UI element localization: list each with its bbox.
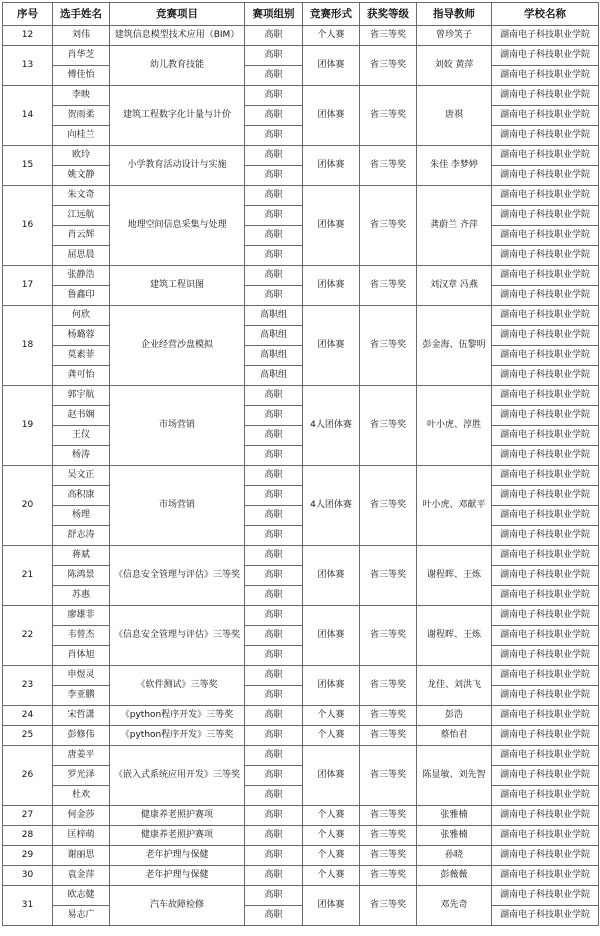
- cell-level: 高职: [245, 826, 303, 846]
- table-row: [3, 126, 599, 146]
- cell-level: 高职组: [245, 306, 303, 326]
- cell-level: 高职: [245, 546, 303, 566]
- cell-school: 湖南电子科技职业学院: [492, 366, 599, 386]
- cell-school: 湖南电子科技职业学院: [492, 686, 599, 706]
- cell-level: 高职: [245, 146, 303, 166]
- cell-name: 申煜灵: [53, 666, 110, 686]
- cell-level: 高职组: [245, 326, 303, 346]
- table-row: [3, 86, 599, 106]
- cell-no: 24: [3, 706, 53, 726]
- cell-name: 贺雨柔: [53, 106, 110, 126]
- cell-level: 高职: [245, 526, 303, 546]
- cell-form: 团体赛: [303, 186, 360, 266]
- cell-level: 高职: [245, 586, 303, 606]
- cell-name: 江远航: [53, 206, 110, 226]
- cell-level: 高职: [245, 46, 303, 66]
- table-body: [3, 26, 599, 926]
- table-row: [3, 306, 599, 326]
- table-row: [3, 466, 599, 486]
- cell-no: 17: [3, 266, 53, 306]
- header-name: 选手姓名: [53, 3, 110, 26]
- cell-no: 15: [3, 146, 53, 186]
- cell-teachers: 龚蔚兰 齐萍: [417, 186, 492, 266]
- cell-name: 姚文静: [53, 166, 110, 186]
- cell-level: 高职: [245, 746, 303, 766]
- table-row: [3, 786, 599, 806]
- cell-no: 21: [3, 546, 53, 606]
- cell-name: 张静浩: [53, 266, 110, 286]
- cell-school: 湖南电子科技职业学院: [492, 866, 599, 886]
- cell-level: 高职: [245, 166, 303, 186]
- cell-level: 高职: [245, 686, 303, 706]
- cell-no: 19: [3, 386, 53, 466]
- cell-award: 省三等奖: [360, 86, 417, 146]
- cell-level: 高职: [245, 26, 303, 46]
- cell-no: 30: [3, 866, 53, 886]
- cell-school: 湖南电子科技职业学院: [492, 106, 599, 126]
- cell-level: 高职组: [245, 366, 303, 386]
- cell-school: 湖南电子科技职业学院: [492, 666, 599, 686]
- cell-form: 个人赛: [303, 706, 360, 726]
- cell-form: 团体赛: [303, 746, 360, 806]
- cell-school: 湖南电子科技职业学院: [492, 186, 599, 206]
- cell-name: 屈思晨: [53, 246, 110, 266]
- cell-name: 陈鸿景: [53, 566, 110, 586]
- cell-school: 湖南电子科技职业学院: [492, 646, 599, 666]
- cell-name: 朱文奇: [53, 186, 110, 206]
- table-row: [3, 766, 599, 786]
- cell-school: 湖南电子科技职业学院: [492, 326, 599, 346]
- cell-level: 高职: [245, 806, 303, 826]
- cell-form: 团体赛: [303, 46, 360, 86]
- cell-name: 彭修伟: [53, 726, 110, 746]
- cell-award: 省三等奖: [360, 746, 417, 806]
- table-row: [3, 886, 599, 906]
- cell-award: 省三等奖: [360, 46, 417, 86]
- table-row: [3, 426, 599, 446]
- table-row: [3, 106, 599, 126]
- cell-award: 省三等奖: [360, 546, 417, 606]
- cell-project: 建筑工程识图: [110, 266, 245, 306]
- table-row: [3, 706, 599, 726]
- cell-level: 高职: [245, 126, 303, 146]
- cell-teachers: 孙晓: [417, 846, 492, 866]
- cell-no: 31: [3, 886, 53, 926]
- cell-level: 高职: [245, 666, 303, 686]
- cell-level: 高职: [245, 646, 303, 666]
- cell-name: 龚可怡: [53, 366, 110, 386]
- cell-level: 高职: [245, 106, 303, 126]
- table-row: [3, 546, 599, 566]
- cell-project: 《python程序开发》三等奖: [110, 726, 245, 746]
- header-teachers: 指导教师: [417, 3, 492, 26]
- table-row: [3, 866, 599, 886]
- cell-name: 杨璐蓉: [53, 326, 110, 346]
- cell-school: 湖南电子科技职业学院: [492, 846, 599, 866]
- header-project: 竞赛项目: [110, 3, 245, 26]
- cell-award: 省三等奖: [360, 706, 417, 726]
- cell-no: 23: [3, 666, 53, 706]
- cell-no: 14: [3, 86, 53, 146]
- cell-school: 湖南电子科技职业学院: [492, 406, 599, 426]
- table-row: [3, 486, 599, 506]
- cell-award: 省三等奖: [360, 186, 417, 266]
- cell-name: 宋哲潇: [53, 706, 110, 726]
- cell-level: 高职: [245, 386, 303, 406]
- cell-level: 高职: [245, 846, 303, 866]
- cell-school: 湖南电子科技职业学院: [492, 26, 599, 46]
- cell-name: 肖云辉: [53, 226, 110, 246]
- cell-teachers: 朱佳 李梦婷: [417, 146, 492, 186]
- table-row: [3, 26, 599, 46]
- table-row: [3, 46, 599, 66]
- cell-award: 省三等奖: [360, 826, 417, 846]
- table-row: [3, 586, 599, 606]
- cell-school: 湖南电子科技职业学院: [492, 606, 599, 626]
- cell-no: 28: [3, 826, 53, 846]
- cell-project: 市场营销: [110, 386, 245, 466]
- cell-project: 地理空间信息采集与处理: [110, 186, 245, 266]
- cell-teachers: 谢程晖、王炼: [417, 546, 492, 606]
- cell-name: 欧玲: [53, 146, 110, 166]
- cell-name: 肖体旭: [53, 646, 110, 666]
- cell-school: 湖南电子科技职业学院: [492, 126, 599, 146]
- cell-teachers: 彭浩: [417, 706, 492, 726]
- cell-name: 谢丽思: [53, 846, 110, 866]
- table-row: [3, 186, 599, 206]
- cell-project: 健康养老照护赛项: [110, 806, 245, 826]
- cell-name: 鲁鑫印: [53, 286, 110, 306]
- table-row: [3, 526, 599, 546]
- cell-school: 湖南电子科技职业学院: [492, 346, 599, 366]
- cell-level: 高职: [245, 726, 303, 746]
- cell-form: 团体赛: [303, 146, 360, 186]
- cell-level: 高职: [245, 66, 303, 86]
- cell-teachers: 彭金海、伍黎明: [417, 306, 492, 386]
- cell-project: 市场营销: [110, 466, 245, 546]
- cell-level: 高职: [245, 246, 303, 266]
- cell-award: 省三等奖: [360, 846, 417, 866]
- cell-level: 高职: [245, 186, 303, 206]
- table-row: [3, 626, 599, 646]
- cell-level: 高职: [245, 486, 303, 506]
- cell-teachers: 刘姣 黄萍: [417, 46, 492, 86]
- cell-level: 高职: [245, 206, 303, 226]
- cell-school: 湖南电子科技职业学院: [492, 786, 599, 806]
- cell-level: 高职: [245, 706, 303, 726]
- cell-award: 省三等奖: [360, 606, 417, 666]
- cell-teachers: 刘汉章 冯燕: [417, 266, 492, 306]
- cell-project: 建筑工程数字化计量与计价: [110, 86, 245, 146]
- cell-teachers: 张雅楠: [417, 806, 492, 826]
- table-row: [3, 506, 599, 526]
- cell-level: 高职: [245, 426, 303, 446]
- cell-school: 湖南电子科技职业学院: [492, 166, 599, 186]
- cell-project: 幼儿教育技能: [110, 46, 245, 86]
- cell-school: 湖南电子科技职业学院: [492, 626, 599, 646]
- cell-level: 高职: [245, 406, 303, 426]
- table-row: [3, 686, 599, 706]
- cell-project: 老年护理与保健: [110, 846, 245, 866]
- cell-name: 傅佳怡: [53, 66, 110, 86]
- cell-level: 高职: [245, 606, 303, 626]
- cell-name: 杨理: [53, 506, 110, 526]
- cell-level: 高职: [245, 626, 303, 646]
- cell-no: 29: [3, 846, 53, 866]
- cell-form: 团体赛: [303, 546, 360, 606]
- table-row: [3, 346, 599, 366]
- table-row: [3, 446, 599, 466]
- cell-teachers: 谢程晖、王炼: [417, 606, 492, 666]
- cell-teachers: 叶小虎、淳胜: [417, 386, 492, 466]
- cell-school: 湖南电子科技职业学院: [492, 506, 599, 526]
- cell-award: 省三等奖: [360, 866, 417, 886]
- cell-school: 湖南电子科技职业学院: [492, 146, 599, 166]
- table-row: [3, 266, 599, 286]
- cell-school: 湖南电子科技职业学院: [492, 286, 599, 306]
- cell-school: 湖南电子科技职业学院: [492, 86, 599, 106]
- cell-school: 湖南电子科技职业学院: [492, 246, 599, 266]
- cell-award: 省三等奖: [360, 886, 417, 926]
- cell-level: 高职: [245, 786, 303, 806]
- cell-form: 个人赛: [303, 826, 360, 846]
- table-row: [3, 246, 599, 266]
- cell-school: 湖南电子科技职业学院: [492, 906, 599, 926]
- cell-name: 郭宇航: [53, 386, 110, 406]
- cell-level: 高职: [245, 226, 303, 246]
- table-row: [3, 206, 599, 226]
- cell-award: 省三等奖: [360, 146, 417, 186]
- table-row: [3, 906, 599, 926]
- cell-level: 高职: [245, 766, 303, 786]
- table-row: [3, 366, 599, 386]
- cell-form: 个人赛: [303, 846, 360, 866]
- table-row: [3, 846, 599, 866]
- table-row: [3, 286, 599, 306]
- cell-school: 湖南电子科技职业学院: [492, 66, 599, 86]
- cell-form: 个人赛: [303, 726, 360, 746]
- cell-form: 团体赛: [303, 666, 360, 706]
- header-no: 序号: [3, 3, 53, 26]
- cell-no: 22: [3, 606, 53, 666]
- cell-level: 高职: [245, 266, 303, 286]
- cell-name: 唐姜平: [53, 746, 110, 766]
- cell-name: 吴文正: [53, 466, 110, 486]
- cell-school: 湖南电子科技职业学院: [492, 886, 599, 906]
- table-row: [3, 326, 599, 346]
- award-table: [2, 2, 599, 926]
- cell-school: 湖南电子科技职业学院: [492, 466, 599, 486]
- cell-level: 高职: [245, 286, 303, 306]
- table-row: [3, 166, 599, 186]
- cell-award: 省三等奖: [360, 666, 417, 706]
- cell-no: 25: [3, 726, 53, 746]
- cell-project: 《python程序开发》三等奖: [110, 706, 245, 726]
- header-row: [3, 3, 599, 26]
- header-school: 学校名称: [492, 3, 599, 26]
- cell-school: 湖南电子科技职业学院: [492, 226, 599, 246]
- cell-level: 高职: [245, 866, 303, 886]
- cell-teachers: 叶小虎、邓献平: [417, 466, 492, 546]
- cell-name: 赵书娴: [53, 406, 110, 426]
- cell-project: 健康养老照护赛项: [110, 826, 245, 846]
- cell-teachers: 彭薇薇: [417, 866, 492, 886]
- cell-school: 湖南电子科技职业学院: [492, 726, 599, 746]
- cell-name: 莫素菲: [53, 346, 110, 366]
- cell-school: 湖南电子科技职业学院: [492, 806, 599, 826]
- cell-form: 个人赛: [303, 806, 360, 826]
- cell-name: 杜欢: [53, 786, 110, 806]
- cell-project: 企业经营沙盘模拟: [110, 306, 245, 386]
- cell-level: 高职组: [245, 346, 303, 366]
- cell-school: 湖南电子科技职业学院: [492, 546, 599, 566]
- cell-school: 湖南电子科技职业学院: [492, 766, 599, 786]
- table-row: [3, 406, 599, 426]
- cell-school: 湖南电子科技职业学院: [492, 826, 599, 846]
- cell-level: 高职: [245, 886, 303, 906]
- table-row: [3, 66, 599, 86]
- cell-level: 高职: [245, 506, 303, 526]
- cell-school: 湖南电子科技职业学院: [492, 586, 599, 606]
- cell-level: 高职: [245, 86, 303, 106]
- cell-form: 个人赛: [303, 866, 360, 886]
- cell-award: 省三等奖: [360, 806, 417, 826]
- cell-form: 团体赛: [303, 886, 360, 926]
- cell-project: 《信息安全管理与评估》三等奖: [110, 546, 245, 606]
- cell-teachers: 龙佳、刘洪飞: [417, 666, 492, 706]
- cell-name: 刘伟: [53, 26, 110, 46]
- cell-name: 易志广: [53, 906, 110, 926]
- cell-name: 舒志涛: [53, 526, 110, 546]
- cell-teachers: 张雅楠: [417, 826, 492, 846]
- cell-no: 27: [3, 806, 53, 826]
- cell-name: 杨涛: [53, 446, 110, 466]
- cell-name: 高积康: [53, 486, 110, 506]
- cell-no: 20: [3, 466, 53, 546]
- cell-name: 何金莎: [53, 806, 110, 826]
- cell-school: 湖南电子科技职业学院: [492, 206, 599, 226]
- cell-name: 韦曾杰: [53, 626, 110, 646]
- table-row: [3, 806, 599, 826]
- cell-name: 王仪: [53, 426, 110, 446]
- cell-award: 省三等奖: [360, 26, 417, 46]
- cell-form: 团体赛: [303, 606, 360, 666]
- cell-project: 汽车故障检修: [110, 886, 245, 926]
- cell-no: 16: [3, 186, 53, 266]
- cell-level: 高职: [245, 466, 303, 486]
- table-row: [3, 726, 599, 746]
- cell-project: 小学教育活动设计与实施: [110, 146, 245, 186]
- cell-no: 13: [3, 46, 53, 86]
- cell-school: 湖南电子科技职业学院: [492, 526, 599, 546]
- table-row: [3, 746, 599, 766]
- cell-name: 李映: [53, 86, 110, 106]
- cell-school: 湖南电子科技职业学院: [492, 706, 599, 726]
- table-row: [3, 386, 599, 406]
- header-award: 获奖等级: [360, 3, 417, 26]
- cell-award: 省三等奖: [360, 386, 417, 466]
- cell-form: 4人团体赛: [303, 386, 360, 466]
- cell-name: 蒋斌: [53, 546, 110, 566]
- cell-form: 个人赛: [303, 26, 360, 46]
- cell-teachers: 陈显敏、刘先智: [417, 746, 492, 806]
- cell-school: 湖南电子科技职业学院: [492, 426, 599, 446]
- cell-name: 李亚鹏: [53, 686, 110, 706]
- cell-form: 团体赛: [303, 306, 360, 386]
- cell-name: 匡梓萌: [53, 826, 110, 846]
- cell-school: 湖南电子科技职业学院: [492, 486, 599, 506]
- table-row: [3, 606, 599, 626]
- cell-level: 高职: [245, 906, 303, 926]
- cell-school: 湖南电子科技职业学院: [492, 386, 599, 406]
- cell-project: 《嵌入式系统应用开发》三等奖: [110, 746, 245, 806]
- cell-award: 省三等奖: [360, 466, 417, 546]
- cell-school: 湖南电子科技职业学院: [492, 266, 599, 286]
- cell-level: 高职: [245, 446, 303, 466]
- cell-name: 袁金萍: [53, 866, 110, 886]
- table-row: [3, 146, 599, 166]
- table-row: [3, 666, 599, 686]
- cell-name: 何欣: [53, 306, 110, 326]
- cell-form: 团体赛: [303, 266, 360, 306]
- cell-teachers: 邓先奇: [417, 886, 492, 926]
- cell-name: 肖华芝: [53, 46, 110, 66]
- cell-level: 高职: [245, 566, 303, 586]
- cell-no: 26: [3, 746, 53, 806]
- table-row: [3, 826, 599, 846]
- cell-school: 湖南电子科技职业学院: [492, 446, 599, 466]
- cell-form: 4人团体赛: [303, 466, 360, 546]
- table-row: [3, 226, 599, 246]
- cell-school: 湖南电子科技职业学院: [492, 566, 599, 586]
- cell-project: 《信息安全管理与评估》三等奖: [110, 606, 245, 666]
- cell-school: 湖南电子科技职业学院: [492, 46, 599, 66]
- cell-name: 罗光泽: [53, 766, 110, 786]
- header-form: 竞赛形式: [303, 3, 360, 26]
- cell-project: 老年护理与保健: [110, 866, 245, 886]
- cell-name: 向桂兰: [53, 126, 110, 146]
- cell-name: 欧志健: [53, 886, 110, 906]
- cell-no: 18: [3, 306, 53, 386]
- cell-name: 廖雄非: [53, 606, 110, 626]
- cell-project: 《软件测试》三等奖: [110, 666, 245, 706]
- cell-no: 12: [3, 26, 53, 46]
- table-row: [3, 566, 599, 586]
- cell-teachers: 曾珍笑子: [417, 26, 492, 46]
- cell-form: 团体赛: [303, 86, 360, 146]
- header-level: 赛项组别: [245, 3, 303, 26]
- table-row: [3, 646, 599, 666]
- cell-teachers: 蔡怡君: [417, 726, 492, 746]
- cell-award: 省三等奖: [360, 726, 417, 746]
- cell-name: 苏惠: [53, 586, 110, 606]
- cell-school: 湖南电子科技职业学院: [492, 746, 599, 766]
- cell-teachers: 唐祺: [417, 86, 492, 146]
- cell-school: 湖南电子科技职业学院: [492, 306, 599, 326]
- cell-award: 省三等奖: [360, 266, 417, 306]
- cell-project: 建筑信息模型技术应用（BIM）: [110, 26, 245, 46]
- cell-award: 省三等奖: [360, 306, 417, 386]
